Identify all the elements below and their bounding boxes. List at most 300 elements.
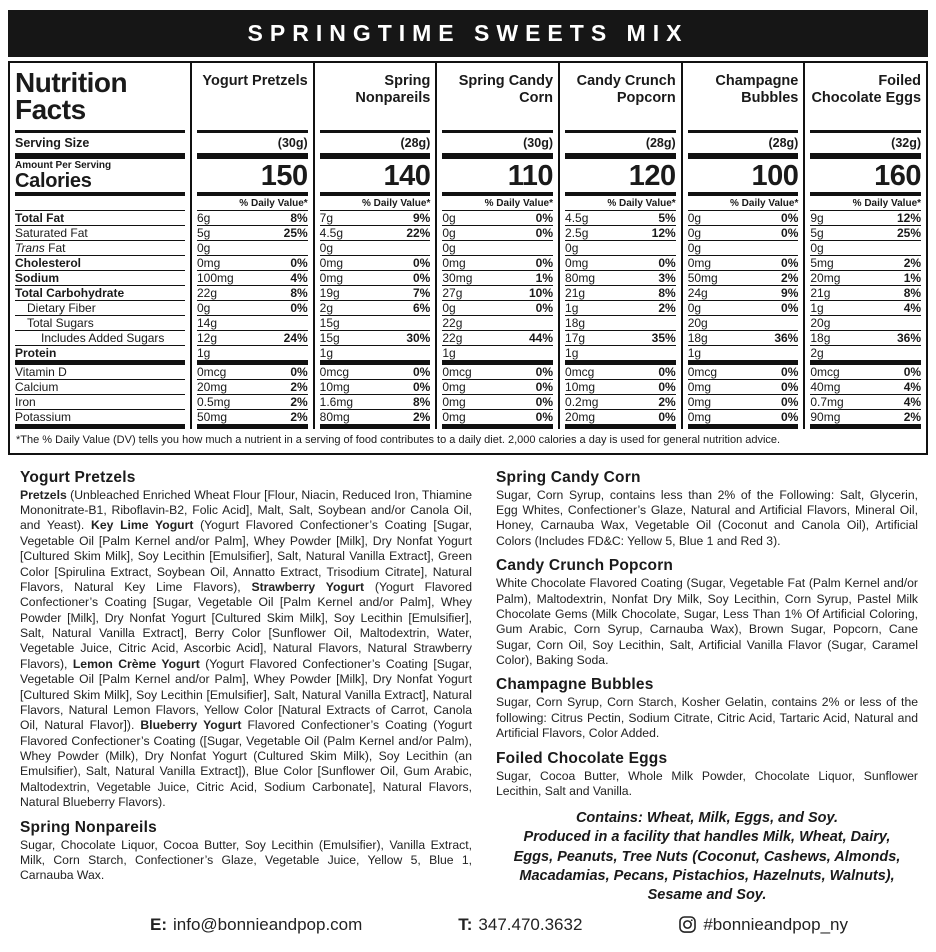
nutrient-value-cell — [560, 410, 681, 424]
trans-italic: Trans — [15, 241, 45, 255]
daily-value-header: % Daily Value* — [607, 198, 676, 209]
nutrient-amount: 10mg — [319, 380, 350, 394]
nutrient-row-label-cell — [10, 286, 190, 300]
nutrient-value-cell — [192, 410, 313, 424]
daily-value-header: % Daily Value* — [484, 198, 554, 209]
ingredient-body — [20, 838, 472, 884]
nutrient-value-cell — [560, 286, 681, 300]
nutrient-row-label: Cholesterol — [15, 256, 82, 270]
nutrient-amount: 1g — [565, 301, 579, 315]
nutrient-amount: 2g — [810, 346, 824, 360]
nutrient-amount: 22g — [442, 331, 463, 345]
nutrient-amount: 0.7mg — [810, 395, 844, 409]
nutrient-amount: 20mg — [565, 410, 596, 424]
nutrient-percent: 36% — [897, 331, 922, 345]
nutrient-percent: 2% — [781, 271, 799, 285]
nutrient-amount: 50mg — [687, 271, 718, 285]
serving-size-value: (28g) — [645, 136, 676, 150]
rule-line — [197, 424, 308, 429]
product-column — [313, 63, 436, 429]
ingredient-sections-right — [496, 469, 918, 800]
nutrient-row-label-cell — [10, 395, 190, 409]
nutrient-percent: 0% — [535, 256, 554, 270]
nutrient-value-cell — [192, 286, 313, 300]
daily-value-header-cell — [437, 196, 558, 210]
daily-value-header-cell — [683, 196, 804, 210]
nutrient-value-cell — [683, 256, 804, 270]
nutrient-amount: 0mcg — [442, 365, 472, 379]
nutrient-amount: 0mcg — [565, 365, 595, 379]
ingredient-text: Sugar, Corn Syrup, Corn Starch, Kosher Gelatin, contains 2% or less of the following: Citrus Pectin, Sodium Citrate, Citric Acid, Tartaric Acid, Natural and Artificial Flavors, Color Added. — [496, 695, 918, 741]
nutrient-amount: 0g — [810, 241, 824, 255]
nutrient-value-cell — [683, 331, 804, 345]
nutrient-amount: 0.2mg — [565, 395, 599, 409]
nutrient-amount: 4.5g — [319, 226, 344, 240]
nutrient-amount: 0g — [319, 241, 334, 255]
daily-value-header-cell — [560, 196, 681, 210]
nutrient-amount: 22g — [197, 286, 218, 300]
nutrient-value-cell — [560, 301, 681, 315]
nutrient-value-cell — [805, 286, 926, 300]
nutrient-percent: 9% — [781, 286, 799, 300]
nutrient-value-cell — [315, 410, 436, 424]
nutrient-percent: 0% — [781, 301, 799, 315]
nutrient-row-label-cell — [10, 241, 190, 255]
product-header: Foiled Chocolate Eggs — [811, 73, 922, 107]
nutrient-percent: 0% — [290, 365, 308, 379]
ingredient-heading: Yogurt Pretzels — [20, 468, 136, 486]
nutrient-row-label-cell — [10, 331, 190, 345]
nutrient-amount: 90mg — [810, 410, 841, 424]
serving-size-cell — [805, 133, 926, 153]
nutrient-amount: 40mg — [810, 380, 841, 394]
product-header-cell — [315, 63, 436, 130]
serving-size-cell — [560, 133, 681, 153]
nutrient-percent: 0% — [781, 410, 799, 424]
phone-value: 347.470.3632 — [478, 914, 583, 934]
nutrient-value-cell — [315, 211, 436, 225]
calories-value: 100 — [751, 160, 799, 192]
rule-line — [442, 424, 553, 429]
nutrient-value-cell — [315, 395, 436, 409]
nutrient-percent: 3% — [658, 271, 676, 285]
nutrient-amount: 1g — [319, 346, 334, 360]
nutrient-percent: 6% — [413, 301, 431, 315]
nutrient-percent: 0% — [535, 226, 554, 240]
nutrient-value-cell — [437, 346, 558, 360]
nutrient-amount: 0mg — [442, 256, 466, 270]
nutrient-amount: 20g — [687, 316, 708, 330]
ingredients-section — [0, 455, 936, 905]
calories-cell — [805, 159, 926, 192]
nutrient-value-cell — [805, 380, 926, 394]
nutrient-value-cell — [315, 256, 436, 270]
nutrient-percent: 36% — [774, 331, 799, 345]
nutrient-value-cell — [560, 346, 681, 360]
nutrient-amount: 0g — [687, 241, 702, 255]
nutrient-value-cell — [560, 226, 681, 240]
nutrient-value-cell — [560, 241, 681, 255]
nutrient-amount: 5mg — [810, 256, 834, 270]
nutrient-value-cell — [437, 286, 558, 300]
nutrient-amount: 0g — [687, 301, 702, 315]
nutrient-value-cell — [805, 301, 926, 315]
nutrient-value-cell — [560, 331, 681, 345]
nutrient-value-cell — [683, 241, 804, 255]
product-header: Candy Crunch Popcorn — [576, 73, 676, 107]
nutrient-value-cell — [192, 241, 313, 255]
nutrient-percent: 44% — [528, 331, 554, 345]
nutrient-percent: 8% — [413, 395, 431, 409]
serving-size-value: (30g) — [523, 136, 554, 150]
nutrient-percent: 8% — [290, 211, 308, 225]
ingredient-heading: Spring Nonpareils — [20, 818, 157, 836]
nutrient-row-label — [15, 241, 65, 255]
nutrient-percent: 4% — [903, 380, 922, 394]
nutrient-amount: 80mg — [319, 410, 350, 424]
ingredient-text: (Unbleached Enriched Wheat Flour [Flour, Niacin, Reduced Iron, Thiamine Mononitrate-B1, Riboflavin-B2, Folic Acid], Malt, Salt, Soybean and/or Canola Oil, and Yeast). — [20, 487, 472, 533]
nutrient-amount: 30mg — [442, 271, 473, 285]
serving-size-cell — [192, 133, 313, 153]
nutrient-value-cell — [437, 256, 558, 270]
nutrient-row-label: Total Fat — [15, 211, 65, 225]
label-column — [10, 63, 190, 429]
nutrient-value-cell — [683, 226, 804, 240]
product-column — [681, 63, 804, 429]
ingredient-text: Sugar, Chocolate Liquor, Cocoa Butter, Soy Lecithin (Emulsifier), Vanilla Extract, Milk, Corn Starch, Confectioner’s Glaze, Vegetable Juice, Yellow 5, Blue 1, Carnauba Wax. — [20, 837, 472, 883]
rule-line — [565, 424, 676, 429]
product-header: Spring Candy Corn — [458, 73, 554, 107]
nutrition-table-columns — [10, 63, 926, 429]
calories-cell — [192, 159, 313, 192]
nutrient-value-cell — [192, 271, 313, 285]
nutrient-percent: 0% — [535, 211, 554, 225]
nutrient-percent: 8% — [290, 286, 308, 300]
nutrient-amount: 1.6mg — [319, 395, 354, 409]
nutrient-percent: 0% — [658, 365, 676, 379]
nutrient-amount: 9g — [810, 211, 824, 225]
calories-value: 110 — [507, 160, 554, 192]
ingredient-component-name: Key Lime Yogurt — [91, 518, 194, 533]
nutrient-value-cell — [437, 365, 558, 379]
nutrient-value-cell — [192, 211, 313, 225]
nutrient-percent: 4% — [290, 271, 308, 285]
calories-value: 160 — [874, 160, 922, 192]
nutrient-amount: 10mg — [565, 380, 596, 394]
nutrient-percent: 0% — [413, 365, 431, 379]
nutrient-value-cell — [805, 226, 926, 240]
nutrient-value-cell — [805, 271, 926, 285]
nutrient-amount: 0mg — [687, 410, 712, 424]
daily-value-footnote: *The % Daily Value (DV) tells you how much a nutrient in a serving of food contributes to a daily diet. 2,000 calories a day is used for general nutrition advice. — [16, 434, 781, 446]
nutrient-value-cell — [192, 395, 313, 409]
product-header: Spring Nonpareils — [355, 73, 431, 107]
nutrient-amount: 19g — [319, 286, 340, 300]
ingredient-body — [496, 576, 918, 668]
serving-size-cell — [683, 133, 804, 153]
nutrient-value-cell — [315, 301, 436, 315]
ingredient-heading: Spring Candy Corn — [496, 468, 641, 486]
nutrient-row-label-cell — [10, 380, 190, 394]
nutrient-amount: 0.5mg — [197, 395, 231, 409]
nutrient-amount: 18g — [810, 331, 831, 345]
nutrient-row-label-cell — [10, 256, 190, 270]
ingredient-text: (Yogurt Flavored Confectioner’s Coating [Sugar, Vegetable Oil [Palm Kernel and/or Palm], Whey Powder [Milk], Dry Nonfat Yogurt [Cultured Skim Milk], Soy Lecithin [Emulsifier], Salt, Natural Vanilla Extract], Natural Flavors, Natural Lemon Flavors, Yellow Color [Natural Extracts of Carrot, Canola Oil, Natural Flavor]). — [20, 656, 472, 733]
nutrient-value-cell — [192, 256, 313, 270]
email-value: info@bonnieandpop.com — [173, 914, 363, 934]
serving-size-value: (28g) — [400, 136, 431, 150]
nutrient-amount: 7g — [319, 211, 334, 225]
nutrient-percent: 4% — [903, 301, 922, 315]
nutrient-amount: 0mcg — [319, 365, 350, 379]
nutrient-percent: 2% — [290, 395, 308, 409]
calories-label-cell — [10, 159, 190, 192]
nutrient-amount: 0mg — [687, 395, 712, 409]
daily-value-header: % Daily Value* — [361, 198, 431, 209]
nutrient-percent: 35% — [651, 331, 676, 345]
nutrient-value-cell — [683, 365, 804, 379]
nutrient-amount: 0mg — [565, 256, 589, 270]
nutrient-row-label: Calcium — [15, 380, 59, 394]
ingredient-text: (Yogurt Flavored Confectioner’s Coating [Sugar, Vegetable Oil [Palm Kernel and/or Palm], Whey Powder [Milk], Dry Nonfat Yogurt [Cultured Skim Milk], Soy Lecithin [Emulsifier], Salt, Natural Vanilla Extract], Green Color [Spirulina Extract, Soybean Oil, Annatto Extract, Trisodium Citrate], Natural Flavors, Natural Key Lime Flavors), — [20, 518, 472, 594]
nutrient-percent: 0% — [535, 410, 554, 424]
nutrient-value-cell — [192, 316, 313, 330]
nutrient-percent: 8% — [658, 286, 676, 300]
nutrient-value-cell — [192, 331, 313, 345]
nutrient-amount: 27g — [442, 286, 463, 300]
serving-size-cell — [315, 133, 436, 153]
nutrient-value-cell — [192, 301, 313, 315]
nutrient-value-cell — [315, 271, 436, 285]
daily-value-header: % Daily Value* — [729, 198, 799, 209]
nutrient-value-cell — [437, 271, 558, 285]
product-column — [803, 63, 926, 429]
product-header: Champagne Bubbles — [715, 73, 799, 107]
nutrient-amount: 15g — [319, 331, 340, 345]
nutrient-row-label-cell — [10, 365, 190, 379]
nutrient-value-cell — [683, 410, 804, 424]
nutrient-percent: 0% — [413, 271, 431, 285]
nutrient-amount: 0mg — [442, 380, 466, 394]
nutrient-percent: 2% — [903, 410, 922, 424]
nutrient-row-label-cell — [10, 301, 190, 315]
ingredient-component-name: Blueberry Yogurt — [140, 718, 242, 733]
nutrient-value-cell — [437, 211, 558, 225]
nutrient-percent: 0% — [535, 395, 554, 409]
nutrition-facts-title — [10, 63, 190, 130]
ingredient-body — [496, 488, 918, 550]
nutrient-row-label-cell — [10, 211, 190, 225]
nutrient-percent: 2% — [903, 256, 922, 270]
nutrient-value-cell — [192, 226, 313, 240]
nutrition-facts-table — [8, 61, 928, 455]
ingredients-left-column — [20, 461, 472, 905]
nutrient-value-cell — [683, 286, 804, 300]
nutrient-value-cell — [683, 395, 804, 409]
nutrient-percent: 1% — [903, 271, 922, 285]
nutrient-row-label: Potassium — [15, 410, 72, 424]
ingredient-heading: Foiled Chocolate Eggs — [496, 749, 668, 767]
nutrient-amount: 0mcg — [197, 365, 227, 379]
nutrient-amount: 21g — [565, 286, 586, 300]
product-column — [435, 63, 558, 429]
nutrient-amount: 0mg — [442, 395, 466, 409]
nutrient-row-label-cell — [10, 410, 190, 424]
nutrient-amount: 12g — [197, 331, 218, 345]
serving-size-cell — [437, 133, 558, 153]
nutrient-row-label-cell — [10, 316, 190, 330]
nutrient-amount: 2g — [319, 301, 334, 315]
nutrient-percent: 0% — [658, 410, 676, 424]
nutrient-percent: 0% — [781, 395, 799, 409]
title-line-2: Facts — [15, 93, 86, 125]
nutrient-value-cell — [683, 346, 804, 360]
calories-cell — [683, 159, 804, 192]
nutrient-value-cell — [560, 211, 681, 225]
serving-size-value: (28g) — [768, 136, 799, 150]
daily-value-spacer — [10, 196, 190, 210]
nutrient-value-cell — [805, 316, 926, 330]
nutrient-value-cell — [437, 380, 558, 394]
ingredient-text: Sugar, Corn Syrup, contains less than 2% of the Following: Salt, Glycerin, Egg Whites, Confectioner’s Glaze, Natural and Artificial Flavors, Mineral Oil, Honey, Carnauba Wax, Vegetable Oil (Coconut and Canola Oil), Artificial Colors (Includes FD&C: Yellow 5, Blue 1 and Red 3). — [496, 487, 918, 548]
nutrient-percent: 0% — [290, 256, 308, 270]
nutrient-value-cell — [683, 301, 804, 315]
nutrient-amount: 20g — [810, 316, 831, 330]
daily-value-header-cell — [805, 196, 926, 210]
nutrient-amount: 21g — [810, 286, 831, 300]
nutrient-amount: 0g — [687, 211, 702, 225]
nutrient-value-cell — [805, 395, 926, 409]
nutrient-amount: 1g — [197, 346, 211, 360]
nutrient-amount: 0mg — [319, 271, 344, 285]
nutrient-percent: 0% — [781, 365, 799, 379]
trans-rest: Fat — [44, 241, 66, 255]
ingredient-text: Sugar, Cocoa Butter, Whole Milk Powder, Chocolate Liquor, Sunflower Lecithin, Salt and Vanilla. — [496, 768, 918, 798]
nutrient-amount: 1g — [565, 346, 579, 360]
nutrient-amount: 0g — [442, 301, 456, 315]
nutrient-percent: 1% — [535, 271, 554, 285]
email-label: E: — [150, 914, 167, 934]
nutrient-amount: 0mg — [687, 256, 712, 270]
nutrient-percent: 24% — [283, 331, 308, 345]
ingredient-body — [496, 769, 918, 800]
nutrient-percent: 25% — [897, 226, 922, 240]
ingredient-body — [496, 695, 918, 741]
product-header-cell — [437, 63, 558, 130]
product-header-cell — [192, 63, 313, 130]
product-column — [558, 63, 681, 429]
ingredient-component-name: Pretzels — [20, 487, 67, 502]
calories-cell — [560, 159, 681, 192]
nutrient-value-cell — [315, 331, 436, 345]
nutrient-percent: 0% — [413, 380, 431, 394]
nutrient-percent: 12% — [651, 226, 676, 240]
nutrient-value-cell — [437, 331, 558, 345]
nutrient-percent: 9% — [413, 211, 431, 225]
nutrient-value-cell — [805, 365, 926, 379]
allergen-contains-line: Contains: Wheat, Milk, Eggs, and Soy. — [575, 810, 839, 827]
nutrient-value-cell — [315, 346, 436, 360]
nutrient-percent: 2% — [658, 395, 676, 409]
calories-value: 140 — [383, 160, 431, 192]
nutrient-percent: 5% — [658, 211, 676, 225]
nutrient-value-cell — [683, 211, 804, 225]
nutrient-amount: 20mg — [197, 380, 228, 394]
nutrient-amount: 6g — [197, 211, 211, 225]
nutrient-percent: 12% — [897, 211, 922, 225]
nutrient-value-cell — [805, 241, 926, 255]
phone-label: T: — [458, 914, 473, 934]
daily-value-header: % Daily Value* — [852, 198, 922, 209]
nutrient-row-label-cell — [10, 346, 190, 360]
nutrient-amount: 50mg — [197, 410, 228, 424]
ingredient-text: White Chocolate Flavored Coating (Sugar, Vegetable Fat (Palm Kernel and/or Palm), Maltodextrin, Nonfat Dry Milk, Soy Lecithin, Corn Syrup, Pastel Milk Chocolate Gems (Milk Chocolate, Sugar, Less Than 1% Of Artificial Coloring, Gum Arabic, Corn Syrup, Carnauba Wax), Brown Sugar, Popcorn, Cane Sugar, Corn Oil, Soy Lecithin, Salt, Artificial Vanilla Flavor (Sugar, Caramel Color), Baking Soda. — [496, 576, 918, 668]
amount-per-serving-label: Amount Per Serving — [15, 160, 112, 171]
nutrient-value-cell — [683, 380, 804, 394]
nutrient-percent: 2% — [290, 410, 308, 424]
product-header: Yogurt Pretzels — [202, 73, 308, 89]
nutrient-value-cell — [683, 316, 804, 330]
nutrient-row-label: Iron — [15, 395, 36, 409]
serving-size-value: (32g) — [891, 136, 922, 150]
nutrient-amount: 0mg — [197, 256, 221, 270]
calories-value: 150 — [260, 160, 308, 192]
serving-size-label: Serving Size — [15, 136, 90, 150]
product-header-cell — [560, 63, 681, 130]
nutrient-value-cell — [315, 316, 436, 330]
product-header-cell — [683, 63, 804, 130]
nutrient-value-cell — [437, 226, 558, 240]
page-title: SPRINGTIME SWEETS MIX — [247, 20, 689, 46]
product-header-cell — [805, 63, 926, 130]
footer-social — [678, 915, 848, 935]
ingredient-component-name: Lemon Crème Yogurt — [72, 656, 200, 671]
nutrient-percent: 2% — [413, 410, 431, 424]
nutrient-percent: 30% — [406, 331, 431, 345]
nutrient-percent: 0% — [658, 256, 676, 270]
nutrient-amount: 100mg — [197, 271, 234, 285]
nutrient-row-label: Total Sugars — [27, 316, 94, 330]
nutrient-percent: 0% — [290, 301, 308, 315]
nutrient-row-label-cell — [10, 226, 190, 240]
nutrient-amount: 18g — [687, 331, 708, 345]
footer — [0, 915, 936, 935]
allergen-statement — [496, 809, 918, 905]
instagram-icon — [678, 915, 697, 934]
nutrient-amount: 0g — [442, 241, 456, 255]
nutrient-percent: 2% — [658, 301, 676, 315]
nutrient-percent: 0% — [535, 380, 554, 394]
ingredient-text: Flavored Confectioner’s Coating (Yogurt Flavored Confectioner’s Coating ([Sugar, Vegetable Oil (Palm Kernel and/or Palm), Whey Powder (Milk), Dry Nonfat Yogurt (Cultured Skim Milk), Soy Lecithin (an Emulsifier), Salt, Natural Vanilla Extract]), Blue Color [Sunflower Oil, Gum Arabic, Maltodextrin, Vegetable Juice, Citric Acid, Sodium Carbonate], Natural Flavors, Natural Blueberry Flavors). — [20, 718, 473, 810]
serving-size-label-cell — [10, 133, 190, 153]
nutrient-amount: 0mg — [319, 256, 344, 270]
allergen-facility-line: Produced in a facility that handles Milk, Wheat, Dairy, Eggs, Peanuts, Tree Nuts (Coconut, Cashews, Almonds, Macadamias, Pecans, Pistachios, Hazelnuts, Walnuts), Sesame and Soy. — [513, 829, 901, 903]
nutrient-row-label: Includes Added Sugars — [41, 331, 165, 345]
nutrient-percent: 0% — [781, 256, 799, 270]
rule-line — [688, 424, 799, 429]
footer-email — [150, 915, 362, 935]
nutrient-percent: 0% — [535, 365, 554, 379]
nutrient-amount: 17g — [565, 331, 586, 345]
nutrient-percent: 0% — [535, 301, 554, 315]
daily-value-header-cell — [192, 196, 313, 210]
title-banner — [8, 10, 928, 57]
nutrient-value-cell — [805, 346, 926, 360]
nutrient-value-cell — [805, 331, 926, 345]
nutrient-amount: 20mg — [810, 271, 841, 285]
nutrient-value-cell — [560, 316, 681, 330]
nutrient-amount: 0g — [197, 241, 211, 255]
